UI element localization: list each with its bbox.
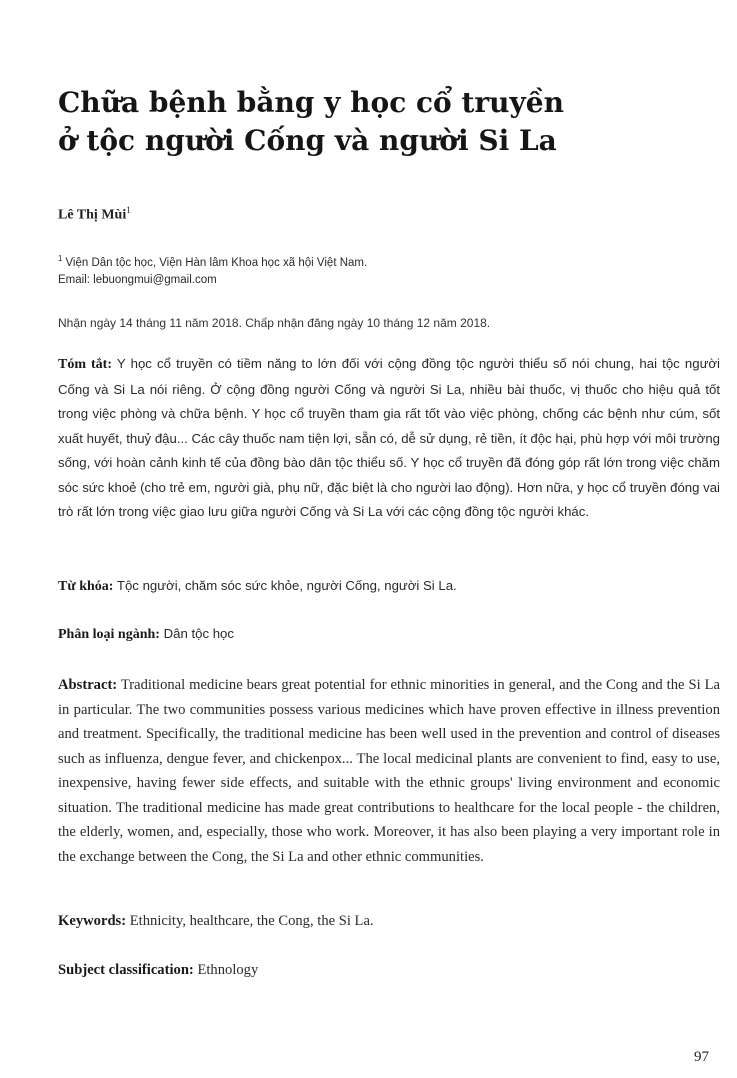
tu-khoa-text: Tộc người, chăm sóc sức khỏe, người Cống, người Si La. [116,578,457,593]
subject-label: Subject classification: [58,962,194,978]
subject-text: Ethnology [197,962,259,978]
english-subject-classification [58,958,720,983]
english-abstract [58,673,720,869]
page-number: 97 [694,1049,709,1065]
author-email: Email: lebuongmui@gmail.com [58,273,217,286]
keywords-text: Ethnicity, healthcare, the Cong, the Si La. [129,913,374,929]
affiliation-block [58,250,678,289]
phan-loai-text: Dân tộc học [163,626,234,641]
keywords-label: Keywords: [58,913,127,929]
article-title [58,84,698,160]
tom-tat-label: Tóm tắt: [58,357,112,372]
article-title-line-2: ở tộc người Cống và người Si La [58,124,557,157]
english-keywords [58,909,720,934]
vietnamese-keywords [58,574,720,600]
affiliation-institution: Viện Dân tộc học, Viện Hàn lâm Khoa học xã hội Việt Nam. [65,256,368,269]
phan-loai-label: Phân loại ngành: [58,627,160,642]
vietnamese-subject-classification [58,622,720,648]
article-title-line-1: Chữa bệnh bằng y học cổ truyền [58,86,564,119]
tu-khoa-label: Từ khóa: [58,579,114,594]
received-accepted-dates: Nhận ngày 14 tháng 11 năm 2018. Chấp nhận đăng ngày 10 tháng 12 năm 2018. [58,316,491,330]
author-line [58,205,131,224]
abstract-text: Traditional medicine bears great potential for ethnic minorities in general, and the Cong and the Si La in particular. The two communities possess various medicines which have proven effective in illness prevention and treatment. Specifically, the traditional medicine has been well used in the prevention and control of diseases such as influenza, dengue fever, and chickenpox... The local medicinal plants are convenient to find, easy to use, inexpensive, having fewer side effects, and suitable with the ethnic groups' living environment and economic situation. The traditional medicine has made great contributions to healthcare for the local people - the children, the elderly, women, and, especially, those who work. Moreover, it has also been playing a very important role in the exchange between the Cong, the Si La and other ethnic communities. [58,677,720,865]
author-affiliation-mark: 1 [126,205,131,215]
affiliation-mark: 1 [58,254,63,263]
vietnamese-abstract [58,352,720,525]
abstract-label: Abstract: [58,677,118,693]
author-name: Lê Thị Mùi [58,207,127,223]
tom-tat-text: Y học cổ truyền có tiềm năng to lớn đối với cộng đồng tộc người thiểu số nói chung, hai tộc người Cống và Si La nói riêng. Ở cộng đồng người Cống và người Si La, nhiều bài thuốc, vị thuốc cho hiệu quả tốt trong việc phòng và chữa bệnh. Y học cổ truyền tham gia rất tốt vào việc phòng, chống các bệnh như cúm, sốt xuất huyết, thuỷ đậu... Các cây thuốc nam tiện lợi, sẵn có, dễ sử dụng, rẻ tiền, ít độc hại, phù hợp với môi trường sống, với hoàn cảnh kinh tế của đồng bào dân tộc thiểu số. Y học cổ truyền đã đóng góp rất lớn trong việc chăm sóc sức khoẻ (cho trẻ em, người già, phụ nữ, đặc biệt là cho người lao động). Hơn nữa, y học cổ truyền đóng vai trò rất lớn trong việc giao lưu giữa người Cống và Si La với các cộng đồng tộc người khác. [58,356,720,519]
affiliation-line [58,250,678,272]
